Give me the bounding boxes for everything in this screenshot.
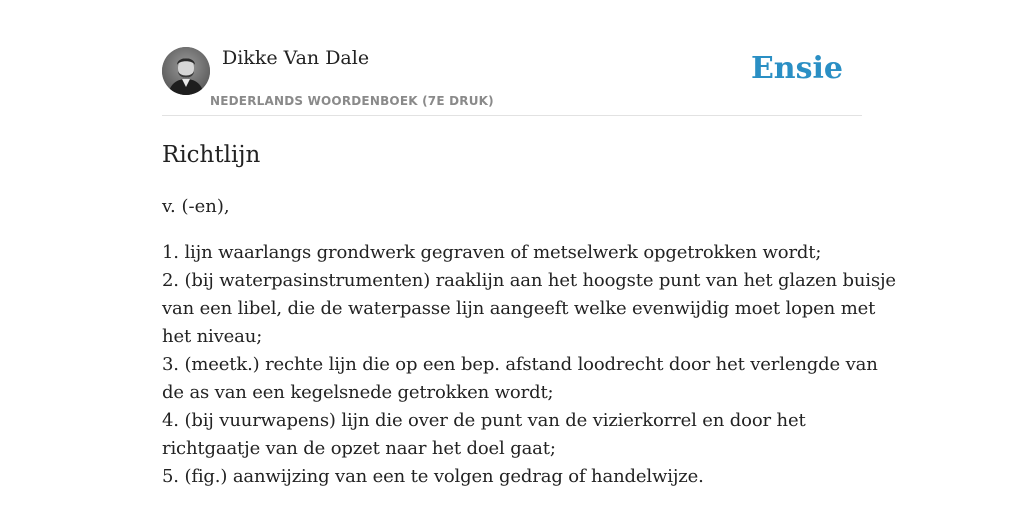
definition-line: de as van een kegelsnede getrokken wordt; [162, 382, 554, 403]
definition-line: 2. (bij waterpasinstrumenten) raaklijn aan het hoogste punt van het glazen buisje [162, 270, 896, 291]
grammar-info: v. (-en), [162, 196, 230, 217]
author-name[interactable]: Dikke Van Dale [222, 47, 370, 69]
portrait-photo-icon [162, 47, 210, 95]
source-label[interactable]: NEDERLANDS WOORDENBOEK (7E DRUK) [210, 94, 494, 108]
definition-line: 1. lijn waarlangs grondwerk gegraven of metselwerk opgetrokken wordt; [162, 242, 822, 263]
definition-line: 5. (fig.) aanwijzing van een te volgen gedrag of handelwijze. [162, 466, 704, 487]
author-avatar[interactable] [162, 47, 210, 95]
definition-line: 4. (bij vuurwapens) lijn die over de punt van de vizierkorrel en door het [162, 410, 806, 431]
definition-line: richtgaatje van de opzet naar het doel gaat; [162, 438, 556, 459]
definition-line: van een libel, die de waterpasse lijn aangeeft welke evenwijdig moet lopen met [162, 298, 876, 319]
definition-line: het niveau; [162, 326, 263, 347]
definitions [162, 239, 896, 491]
brand-logo[interactable]: Ensie [750, 51, 843, 86]
header-divider [162, 115, 862, 116]
entry-term: Richtlijn [162, 142, 261, 168]
definition-line: 3. (meetk.) rechte lijn die op een bep. afstand loodrecht door het verlengde van [162, 354, 878, 375]
